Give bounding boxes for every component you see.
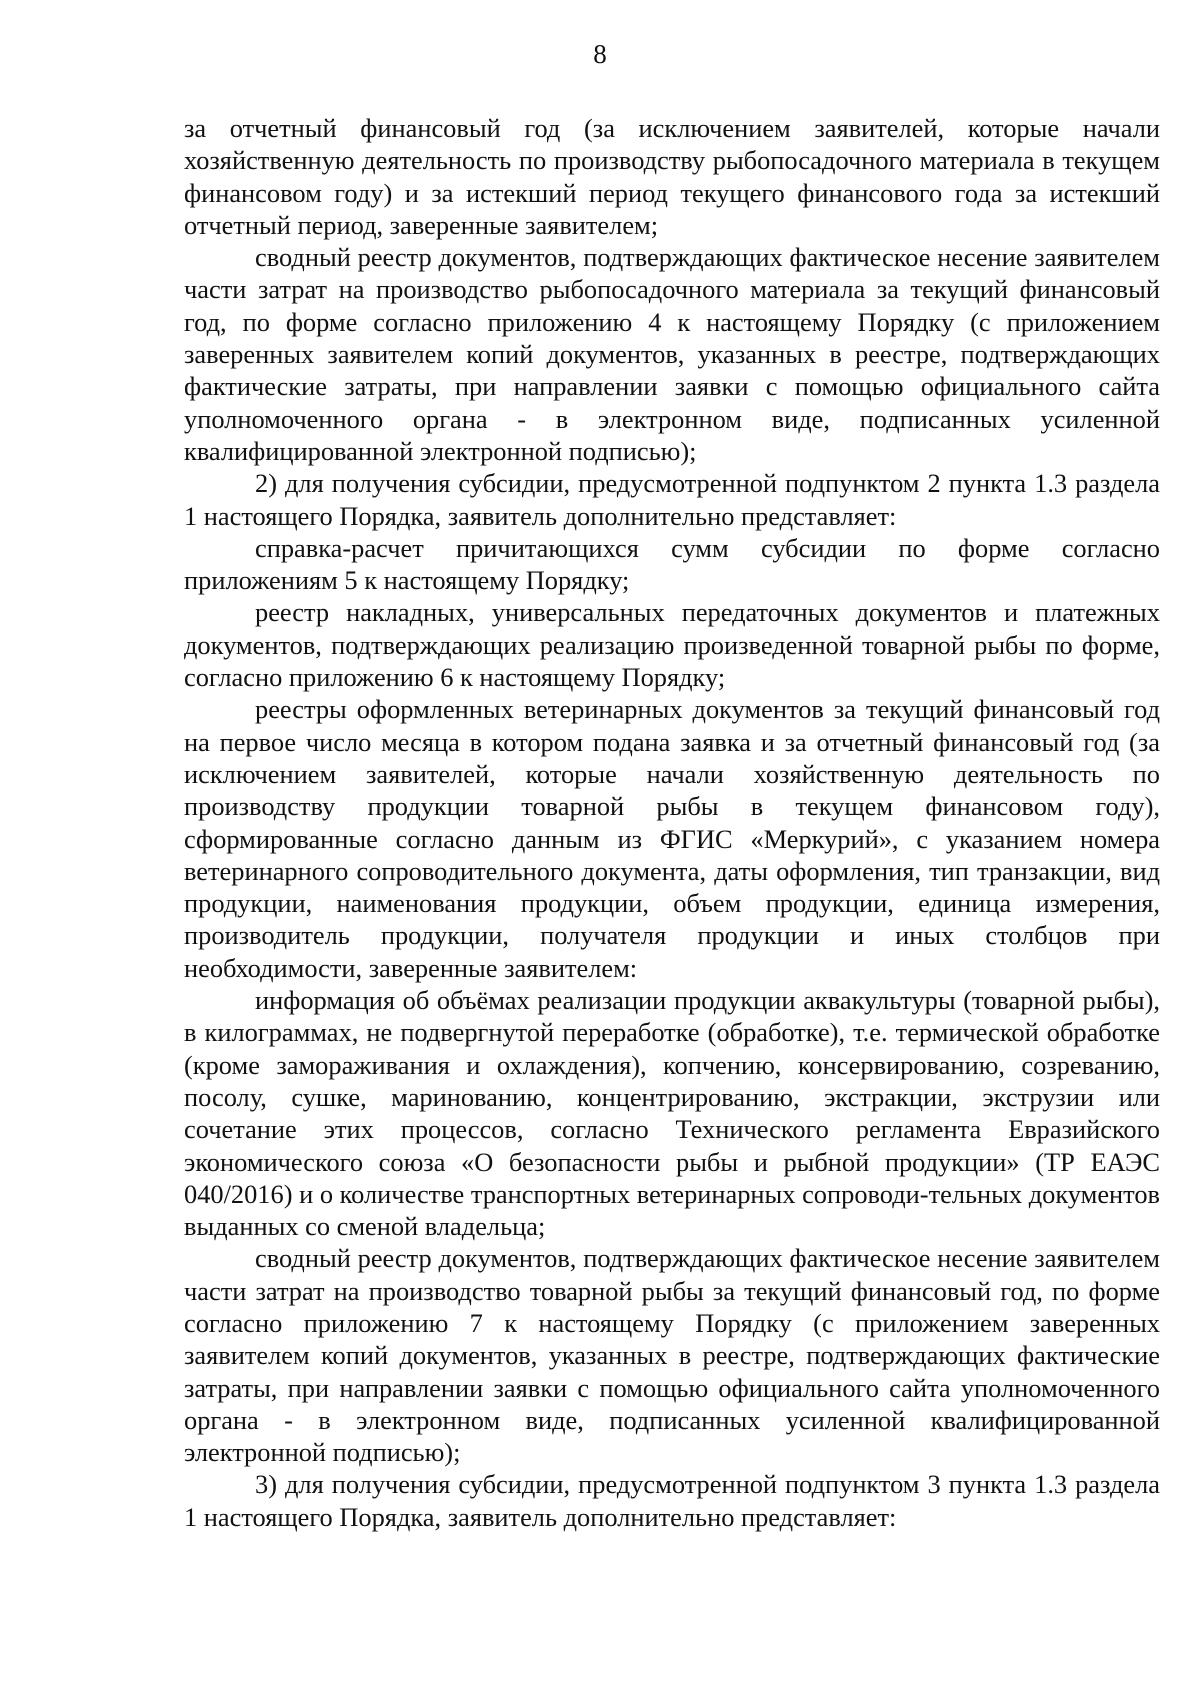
paragraph-spravka-raschet: справка-расчет причитающихся сумм субсидии по форме согласно приложениям 5 к настоящему Порядку; xyxy=(184,532,1160,596)
paragraph-informatsiya-obemy: информация об объёмах реализации продукции аквакультуры (товарной рыбы), в килограммах, не подвергнутой переработке (обработке), т.е. термической обработке (кроме замораживания и охлаждения), копчению, консервированию, созреванию, посолу, сушке, маринованию, концентрированию, экстракции, экструзии или сочетание этих процессов, согласно Технического регламента Евразийского экономического союза «О безопасности рыбы и рыбной продукции» (ТР ЕАЭС 040/2016) и о количестве транспортных ветеринарных сопроводи-тельных документов выданных со сменой владельца; xyxy=(184,985,1160,1242)
paragraph-svodnyi-reestr-tovarnoi-ryby: сводный реестр документов, подтверждающих фактическое несение заявителем части затрат на производство товарной рыбы за текущий финансовый год, по форме согласно приложению 7 к настоящему Порядку (с приложением заверенных заявителем копий документов, указанных в реестре, подтверждающих фактические затраты, при направлении заявки с помощью официального сайта уполномоченного органа - в электронном виде, подписанных усиленной квалифицированной электронной подписью); xyxy=(184,1243,1160,1468)
paragraph-continuation: за отчетный финансовый год (за исключением заявителей, которые начали хозяйственную деятельность по производству рыбопосадочного материала в текущем финансовом году) и за истекший период текущего финансового года за истекший отчетный период, заверенные заявителем; xyxy=(184,113,1160,240)
paragraph-item-2-heading: 2) для получения субсидии, предусмотренной подпунктом 2 пункта 1.3 раздела 1 настоящего Порядка, заявитель дополнительно представляет: xyxy=(184,468,1160,531)
paragraph-reestr-nakladnykh: реестр накладных, универсальных передаточных документов и платежных документов, подтверждающих реализацию произведенной товарной рыбы по форме, согласно приложению 6 к настоящему Порядку; xyxy=(184,597,1160,693)
paragraph-item-3-heading: 3) для получения субсидии, предусмотренной подпунктом 3 пункта 1.3 раздела 1 настоящего Порядка, заявитель дополнительно представляет: xyxy=(184,1469,1160,1532)
page-number: 8 xyxy=(593,39,607,69)
paragraph-svodnyi-reestr-ryboposadochnyi: сводный реестр документов, подтверждающих фактическое несение заявителем части затрат на производство рыбопосадочного материала за текущий финансовый год, по форме согласно приложению 4 к настоящему Порядку (с приложением заверенных заявителем копий документов, указанных в реестре, подтверждающих фактические затраты, при направлении заявки с помощью официального сайта уполномоченного органа - в электронном виде, подписанных усиленной квалифицированной электронной подписью); xyxy=(184,242,1160,466)
paragraph-reestry-veterinarnykh: реестры оформленных ветеринарных документов за текущий финансовый год на первое число месяца в котором подана заявка и за отчетный финансовый год (за исключением заявителей, которые начали хозяйственную деятельность по производству продукции товарной рыбы в текущем финансовом году), сформированные согласно данным из ФГИС «Меркурий», с указанием номера ветеринарного сопроводительного документа, даты оформления, тип транзакции, вид продукции, наименования продукции, объем продукции, единица измерения, производитель продукции, получателя продукции и иных столбцов при необходимости, заверенные заявителем: xyxy=(184,694,1160,983)
document-body xyxy=(184,112,1160,1533)
